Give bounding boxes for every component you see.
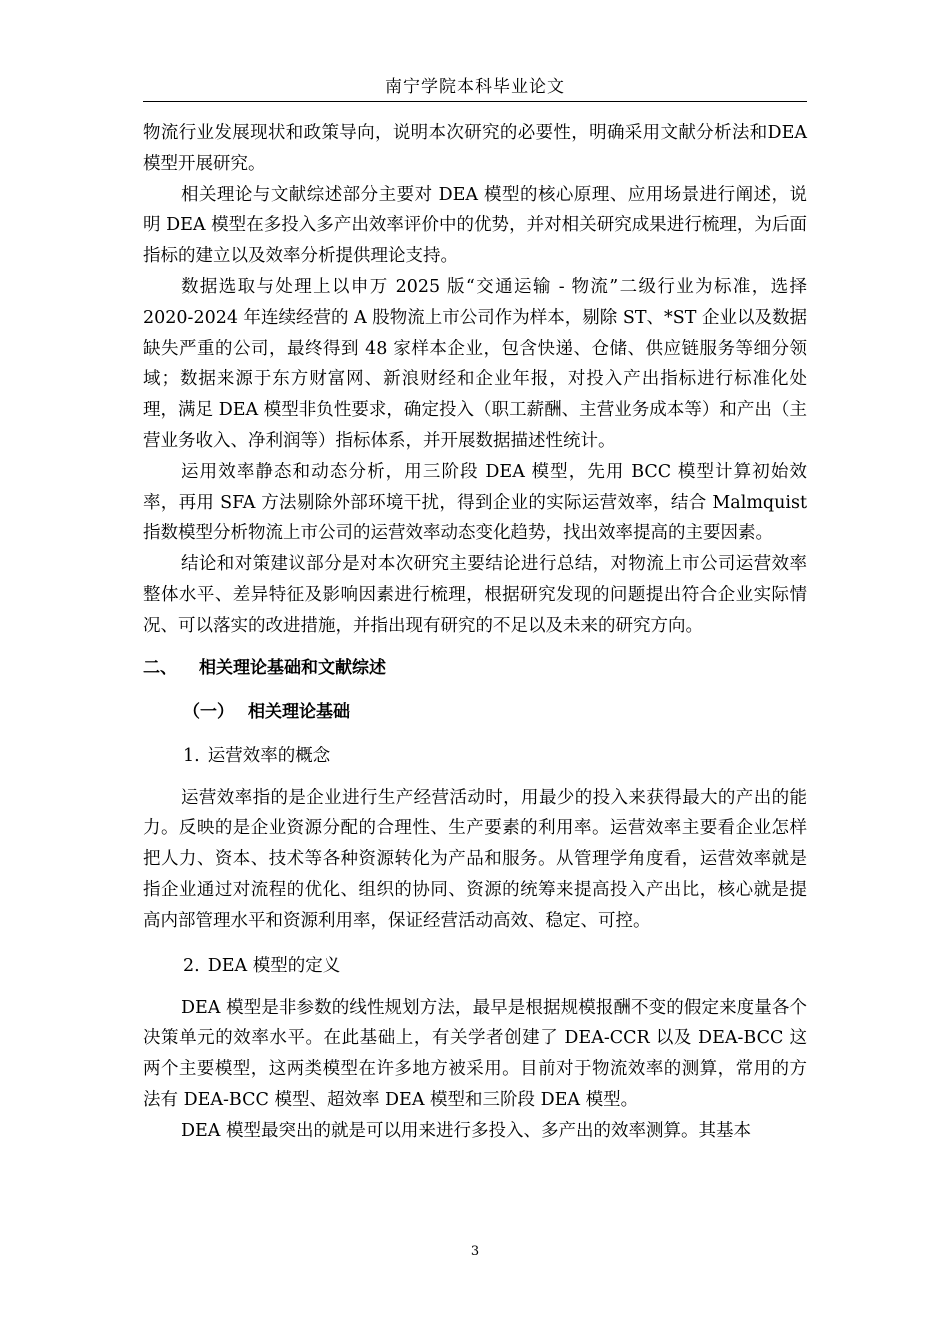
body-text [143, 118, 807, 1147]
paragraph-dea-advantage: DEA 模型最突出的就是可以用来进行多投入、多产出的效率测算。其基本 [181, 1120, 752, 1141]
section-heading-2 [143, 653, 807, 683]
item-title: 运营效率的概念 [207, 745, 331, 766]
subsection-number: （一） [183, 701, 234, 722]
paragraph-dea-definition: DEA 模型是非参数的线性规划方法，最早是根据规模报酬不变的假定来度量各个决策单元的效率水平。在此基础上，有关学者创建了 DEA-CCR 以及 DEA-BCC 这两个主要模型，这两类模型在许多地方被采用。目前对于物流效率的测算，常用的方法有 DEA-BCC 模型、超效率 DEA 模型和三阶段 DEA 模型。 [143, 997, 807, 1110]
paragraph-operating-efficiency: 运营效率指的是企业进行生产经营活动时，用最少的投入来获得最大的产出的能力。反映的是企业资源分配的合理性、生产要素的利用率。运营效率主要看企业怎样把人力、资本、技术等各种资源转化为产品和服务。从管理学角度看，运营效率就是指企业通过对流程的优化、组织的协同、资源的统筹来提高投入产出比，核心就是提高内部管理水平和资源利用率，保证经营活动高效、稳定、可控。 [143, 787, 807, 931]
paragraph-literature-overview: 相关理论与文献综述部分主要对 DEA 模型的核心原理、应用场景进行阐述，说明 DEA 模型在多投入多产出效率评价中的优势，并对相关研究成果进行梳理，为后面指标的建立以及效率分析提供理论支持。 [143, 184, 807, 267]
section-title: 相关理论基础和文献综述 [199, 657, 386, 678]
paragraph-data-selection: 数据选取与处理上以申万 2025 版“交通运输 - 物流”二级行业为标准，选择 2020-2024 年连续经营的 A 股物流上市公司作为样本，剔除 ST、*ST 企业以及数据缺失严重的公司，最终得到 48 家样本企业，包含快递、仓储、供应链服务等细分领域；数据来源于东方财富网、新浪财经和企业年报，对投入产出指标进行标准化处理，满足 DEA 模型非负性要求，确定投入（职工薪酬、主营业务成本等）和产出（主营业务收入、净利润等）指标体系，并开展数据描述性统计。 [143, 276, 808, 451]
item-title: DEA 模型的定义 [207, 955, 341, 976]
running-header: 南宁学院本科毕业论文 [385, 77, 565, 97]
item-heading-1 [183, 741, 807, 771]
page-number: 3 [470, 1244, 480, 1259]
subsection-title: 相关理论基础 [248, 701, 350, 722]
header-rule [143, 101, 807, 102]
item-number: 2. [183, 955, 200, 976]
paragraph-intro-continued: 物流行业发展现状和政策导向，说明本次研究的必要性，明确采用文献分析法和DEA 模型开展研究。 [143, 123, 807, 174]
subsection-heading-1 [183, 697, 807, 727]
item-heading-2 [183, 951, 807, 981]
paragraph-efficiency-analysis: 运用效率静态和动态分析，用三阶段 DEA 模型，先用 BCC 模型计算初始效率，再用 SFA 方法剔除外部环境干扰，得到企业的实际运营效率，结合 Malmquist 指数模型分析物流上市公司的运营效率动态变化趋势，找出效率提高的主要因素。 [143, 461, 807, 544]
item-number: 1. [183, 745, 200, 766]
section-number: 二、 [143, 657, 177, 678]
paragraph-conclusion-overview: 结论和对策建议部分是对本次研究主要结论进行总结，对物流上市公司运营效率整体水平、差异特征及影响因素进行梳理，根据研究发现的问题提出符合企业实际情况、可以落实的改进措施，并指出现有研究的不足以及未来的研究方向。 [143, 554, 807, 636]
